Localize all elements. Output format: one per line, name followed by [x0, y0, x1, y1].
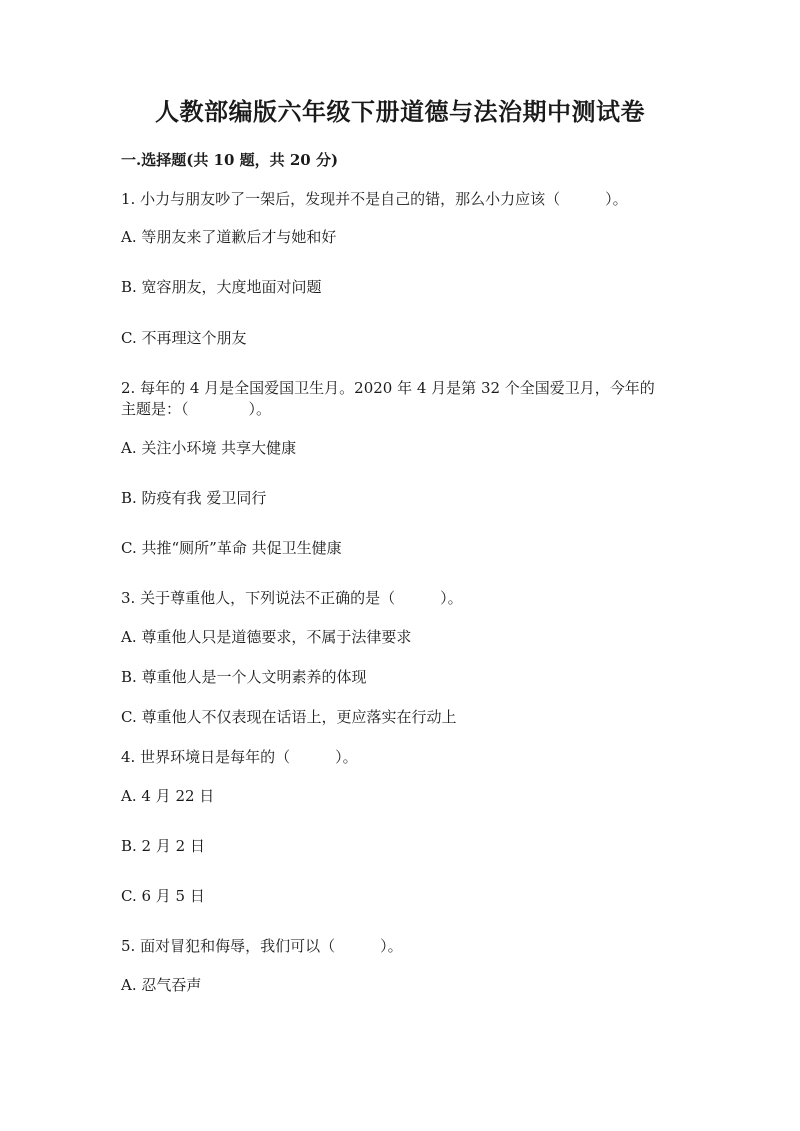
question-3-option-b: B. 尊重他人是一个人文明素养的体现 [121, 668, 367, 686]
question-3-stem: 3. 关于尊重他人，下列说法不正确的是（ ）。 [121, 589, 463, 607]
page-title: 人教部编版六年级下册道德与法治期中测试卷 [155, 97, 645, 126]
question-1-option-b: B. 宽容朋友，大度地面对问题 [121, 278, 322, 296]
question-2-option-b: B. 防疫有我 爱卫同行 [121, 489, 267, 507]
question-4-option-b: B. 2 月 2 日 [121, 837, 205, 855]
question-3-option-c: C. 尊重他人不仅表现在话语上，更应落实在行动上 [121, 708, 457, 726]
question-1-option-a: A. 等朋友来了道歉后才与她和好 [121, 228, 337, 246]
question-1-option-c: C. 不再理这个朋友 [121, 329, 247, 347]
question-2-option-a: A. 关注小环境 共享大健康 [121, 439, 297, 457]
question-1-stem: 1. 小力与朋友吵了一架后，发现并不是自己的错，那么小力应该（ ）。 [121, 190, 628, 208]
question-2-stem-line-1: 2. 每年的 4 月是全国爱国卫生月。2020 年 4 月是第 32 个全国爱卫月，今年的 [121, 379, 655, 397]
question-5-stem: 5. 面对冒犯和侮辱，我们可以（ ）。 [121, 937, 403, 955]
question-2-option-c: C. 共推“厕所”革命 共促卫生健康 [121, 539, 342, 557]
section-heading: 一.选择题(共 10 题，共 20 分) [121, 151, 339, 169]
question-3-option-a: A. 尊重他人只是道德要求，不属于法律要求 [121, 628, 412, 646]
question-5-option-a: A. 忍气吞声 [121, 976, 202, 994]
question-4-stem: 4. 世界环境日是每年的（ ）。 [121, 748, 358, 766]
question-4-option-c: C. 6 月 5 日 [121, 887, 205, 905]
question-4-option-a: A. 4 月 22 日 [121, 787, 215, 805]
question-2-stem-line-2: 主题是：（ ）。 [121, 400, 272, 418]
